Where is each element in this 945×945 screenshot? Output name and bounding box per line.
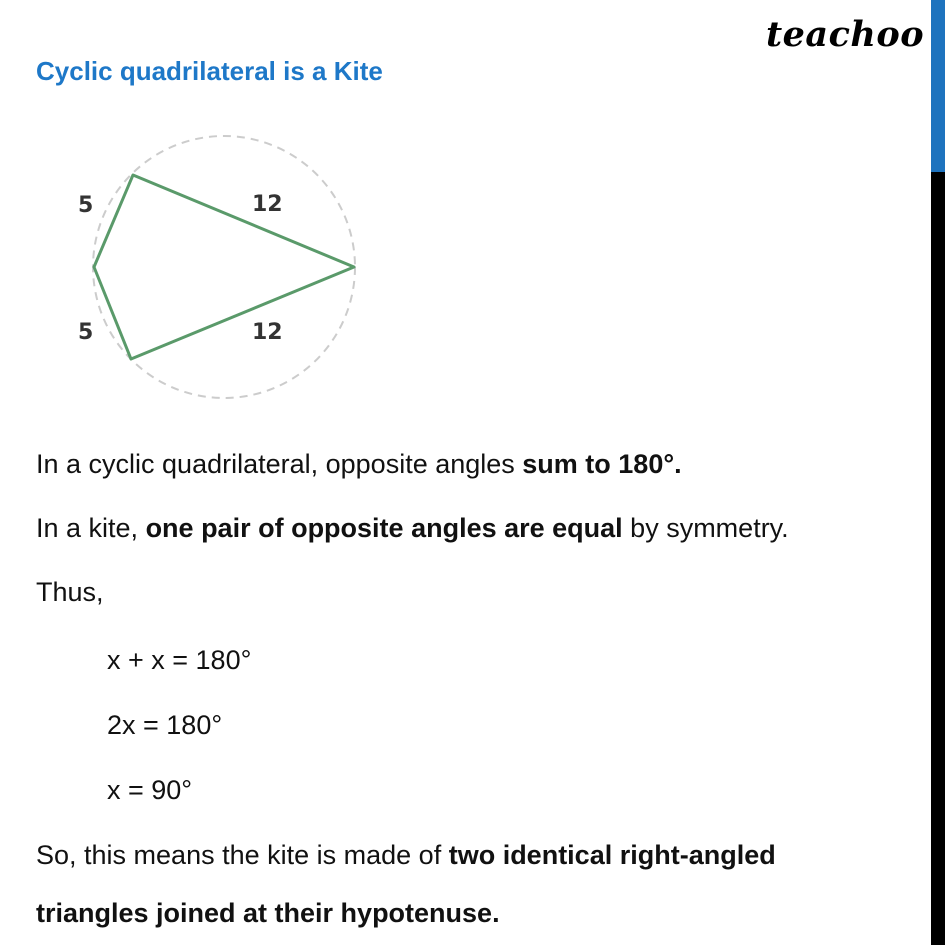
equation-line-2: 2x = 180° — [107, 710, 223, 740]
text-line-conclusion-cont — [36, 898, 500, 929]
teachoo-logo: teachoo — [766, 14, 925, 55]
side-label-top-right: 12 — [252, 192, 283, 217]
equation-line-1: x + x = 180° — [107, 645, 252, 675]
kite-diagram — [70, 125, 370, 415]
text-line-conclusion — [36, 840, 776, 871]
side-label-bottom-left: 5 — [78, 320, 94, 345]
bold-text-segment: triangles joined at their hypotenuse. — [36, 898, 500, 928]
text-line-kite-angles — [36, 513, 789, 544]
kite-figure-svg — [70, 125, 370, 415]
equation-line-3: x = 90° — [107, 775, 193, 805]
kite-shape — [94, 175, 354, 359]
sidebar-accent-blue — [931, 0, 945, 172]
bold-text-segment: two identical right-angled — [448, 840, 776, 870]
text-segment: So, this means the kite is made of — [36, 840, 449, 870]
side-label-bottom-right: 12 — [252, 320, 283, 345]
text-segment: by symmetry. — [622, 513, 789, 543]
bold-text-segment: one pair of opposite angles are equal — [145, 513, 623, 543]
side-label-top-left: 5 — [78, 193, 94, 218]
text-segment: In a kite, — [36, 513, 146, 543]
sidebar-accent-black — [931, 172, 945, 945]
text-line-thus: Thus, — [36, 577, 104, 607]
bold-text-segment: sum to 180°. — [522, 449, 682, 479]
text-line-cyclic-angles — [36, 449, 682, 480]
text-segment: In a cyclic quadrilateral, opposite angles — [36, 449, 523, 479]
page-title: Cyclic quadrilateral is a Kite — [36, 56, 383, 86]
